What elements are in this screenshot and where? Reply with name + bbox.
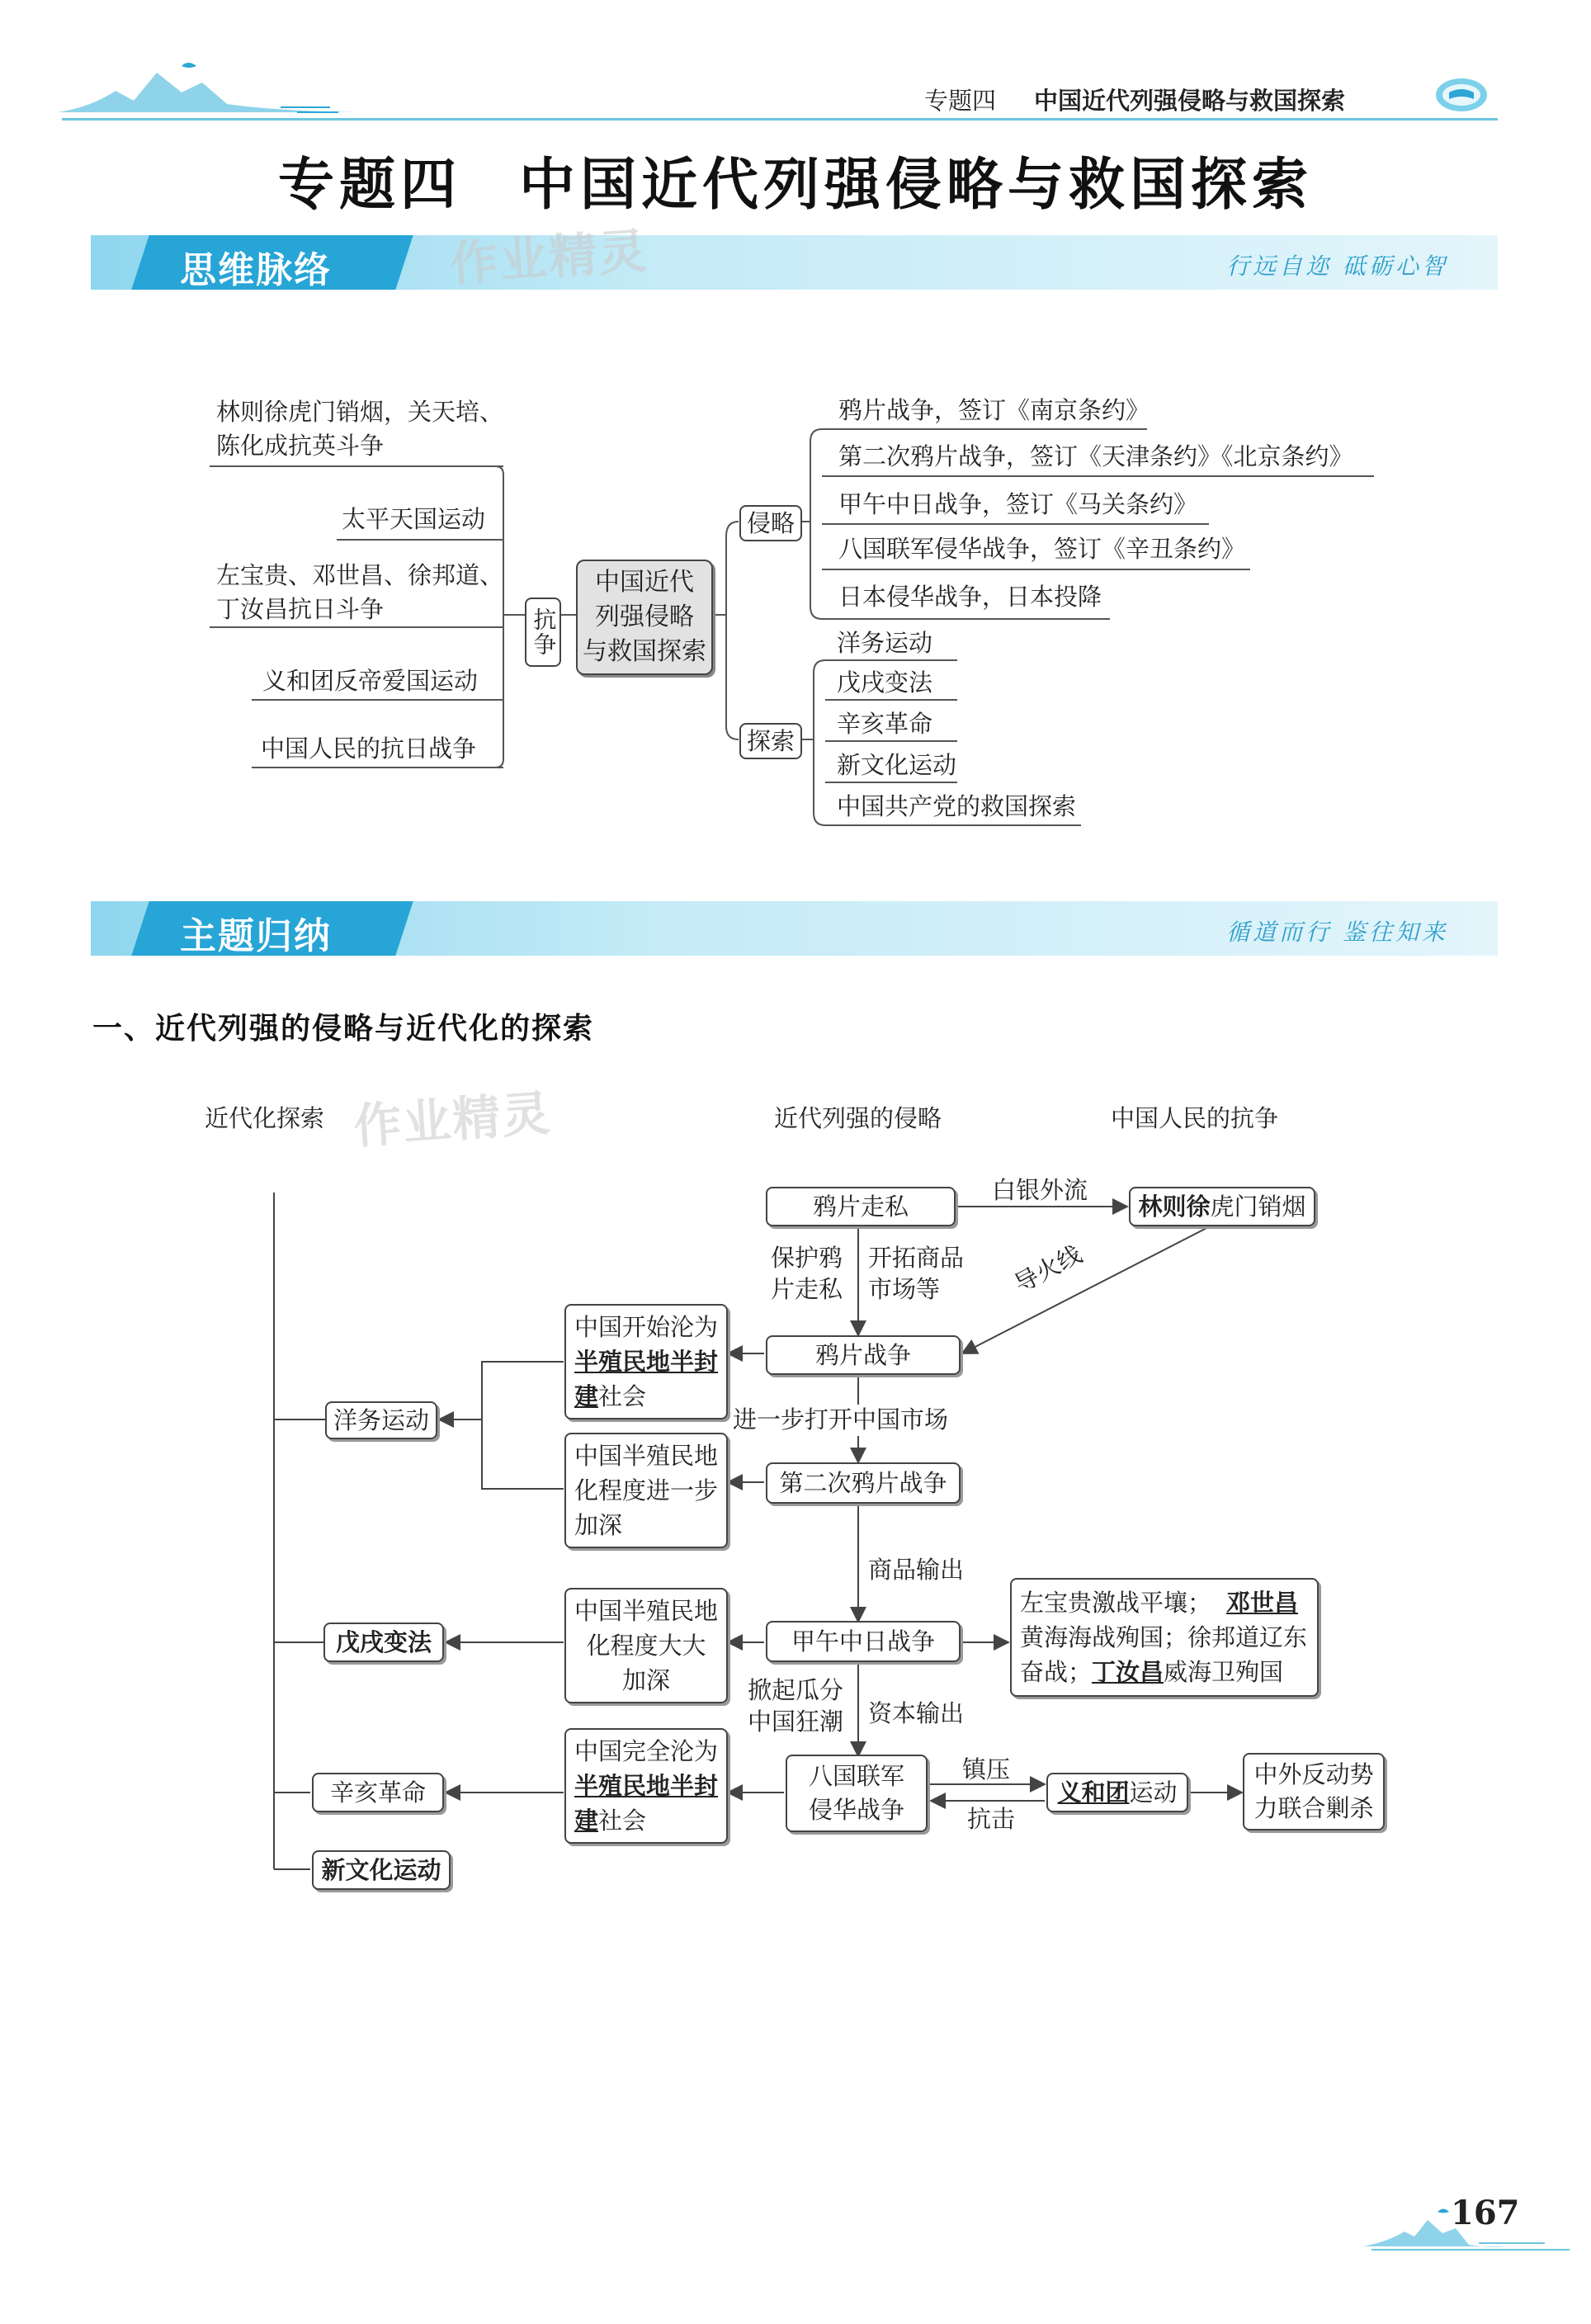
resistance-item-1-line-1: 林则徐虎门销烟，关天培、 xyxy=(216,398,504,426)
running-header-topic: 专题四 xyxy=(924,87,997,115)
label-suppress: 镇压 xyxy=(962,1755,1011,1783)
impact-3-line-2: 化程度大大 xyxy=(586,1631,706,1660)
exploration-new-culture-label: 新文化运动 xyxy=(321,1855,441,1884)
impact-sino-japanese xyxy=(564,1588,728,1703)
aggression-branch: 侵略 xyxy=(739,505,802,541)
resist-2-l3-pre: 奋战； xyxy=(1020,1658,1093,1687)
resistance-branch-label: 抗争 xyxy=(530,607,558,657)
center-line-2: 列强侵略 xyxy=(595,602,694,631)
title-main: 中国近代列强侵略与救国探索 xyxy=(519,153,1314,218)
resistance-item-1-line-2: 陈化成抗英斗争 xyxy=(216,431,385,460)
center-line-1: 中国近代 xyxy=(595,568,694,597)
label-capital-export: 资本输出 xyxy=(868,1699,965,1727)
exploration-item-1: 洋务运动 xyxy=(837,629,933,657)
impact-4-bold-1: 半殖民地半封 xyxy=(574,1771,719,1800)
impact-1-bold-1: 半殖民地半封 xyxy=(574,1347,719,1376)
war-opium-war: 鸦片战争 xyxy=(766,1335,961,1375)
resistance-item-4: 义和团反帝爱国运动 xyxy=(262,667,479,695)
exploration-reform-1898-label: 戊戌变法 xyxy=(335,1627,432,1656)
resistance-item-3-line-1: 左宝贵、邓世昌、徐邦道、 xyxy=(216,561,504,589)
war-eight-nation xyxy=(786,1755,928,1832)
impact-2-line-1: 中国半殖民地 xyxy=(574,1441,719,1470)
impact-1-line-1: 中国开始沦为 xyxy=(574,1312,719,1341)
title-prefix: 专题四 xyxy=(277,153,461,218)
section-label: 主题归纳 xyxy=(180,915,332,957)
subsection-heading: 一、近代列强的侵略与近代化的探索 xyxy=(92,1012,595,1046)
label-partition-line-2: 中国狂潮 xyxy=(748,1707,844,1736)
label-goods-export: 商品输出 xyxy=(868,1556,965,1584)
label-open-market xyxy=(868,1243,964,1305)
resist-joint-suppression xyxy=(1243,1753,1385,1830)
aggression-item-4: 八国联军侵华战争，签订《辛丑条约》 xyxy=(838,535,1246,563)
impact-4-post: 社会 xyxy=(598,1807,647,1835)
impact-1-post: 社会 xyxy=(598,1382,647,1411)
impact-4-bold-2: 建 xyxy=(574,1807,599,1835)
exploration-item-4: 新文化运动 xyxy=(837,751,957,779)
page-number: 167 xyxy=(1451,2194,1520,2232)
impact-second-opium-war xyxy=(564,1433,728,1548)
aggression-item-1: 鸦片战争，签订《南京条约》 xyxy=(838,396,1150,424)
resistance-item-2: 太平天国运动 xyxy=(342,505,486,533)
aggression-item-3: 甲午中日战争，签订《马关条约》 xyxy=(838,490,1198,518)
label-silver-outflow: 白银外流 xyxy=(992,1176,1088,1204)
war-second-opium-war: 第二次鸦片战争 xyxy=(766,1462,961,1504)
resist-1-rest: 虎门销烟 xyxy=(1210,1192,1306,1221)
resist-boxer xyxy=(1046,1773,1188,1812)
resist-2-l3-bold: 丁汝昌 xyxy=(1092,1658,1164,1687)
resist-3-bold: 义和团 xyxy=(1057,1778,1130,1807)
resistance-item-3-line-2: 丁汝昌抗日斗争 xyxy=(216,594,385,623)
resist-3-rest: 运动 xyxy=(1129,1778,1178,1807)
exploration-branch: 探索 xyxy=(739,723,802,759)
aggression-item-2: 第二次鸦片战争，签订《天津条约》《北京条约》 xyxy=(838,442,1353,470)
impact-eight-nation xyxy=(564,1728,728,1844)
section-motto: 循道而行 鉴往知来 xyxy=(1226,919,1448,946)
label-further-open-market: 进一步打开中国市场 xyxy=(733,1405,948,1436)
exploration-item-2: 戊戌变法 xyxy=(837,668,933,697)
resist-2-l1-pre: 左宝贵激战平壤； xyxy=(1020,1588,1212,1617)
label-protect-line-2: 片走私 xyxy=(771,1274,843,1303)
impact-3-line-1: 中国半殖民地 xyxy=(574,1596,718,1625)
impact-4-line-1: 中国完全沦为 xyxy=(574,1736,719,1765)
label-partition-line-1: 掀起瓜分 xyxy=(748,1676,844,1704)
resist-1-bold: 林则徐 xyxy=(1138,1192,1211,1221)
resist-lin-zexu xyxy=(1129,1187,1315,1226)
impact-2-line-2: 化程度进一步 xyxy=(574,1476,719,1504)
resist-2-l1-bold: 邓世昌 xyxy=(1226,1588,1299,1617)
col-header-aggression: 近代列强的侵略 xyxy=(774,1104,942,1132)
exploration-revolution-1911: 辛亥革命 xyxy=(312,1773,444,1812)
center-line-3: 与救国探索 xyxy=(583,637,706,666)
resist-4-line-1: 中外反动势 xyxy=(1253,1760,1374,1789)
label-resist: 抗击 xyxy=(967,1805,1016,1833)
exploration-reform-1898 xyxy=(323,1623,444,1662)
col-header-resistance: 中国人民的抗争 xyxy=(1111,1104,1279,1132)
war-opium-smuggling: 鸦片走私 xyxy=(766,1187,956,1226)
label-fuse: 导火线 xyxy=(1009,1240,1087,1299)
label-open-market-line-2: 市场等 xyxy=(868,1274,941,1303)
aggression-item-5: 日本侵华战争，日本投降 xyxy=(838,583,1102,611)
impact-3-line-3: 加深 xyxy=(621,1666,670,1695)
impact-1-bold-2: 建 xyxy=(574,1382,599,1411)
watermark: 作业精灵 xyxy=(448,222,650,293)
resistance-item-5: 中国人民的抗日战争 xyxy=(261,735,477,763)
exploration-item-3: 辛亥革命 xyxy=(837,710,933,738)
exploration-westernization: 洋务运动 xyxy=(325,1401,437,1439)
label-open-market-line-1: 开拓商品 xyxy=(868,1244,965,1272)
section-label: 思维脉络 xyxy=(180,249,332,291)
label-protect-opium xyxy=(771,1243,843,1305)
resist-2-l2: 黄海海战殉国；徐邦道辽东 xyxy=(1020,1623,1308,1651)
resist-4-line-2: 力联合剿杀 xyxy=(1253,1794,1374,1822)
exploration-new-culture xyxy=(312,1850,451,1890)
label-protect-line-1: 保护鸦 xyxy=(771,1244,843,1272)
label-partition xyxy=(748,1675,843,1737)
running-header-title: 中国近代列强侵略与救国探索 xyxy=(1034,87,1346,115)
war-eight-nation-line-2: 侵华战争 xyxy=(808,1796,904,1824)
exploration-item-5: 中国共产党的救国探索 xyxy=(837,792,1077,820)
resist-2-l3-post: 威海卫殉国 xyxy=(1164,1658,1284,1687)
impact-2-line-3: 加深 xyxy=(574,1511,623,1540)
section-motto: 行远自迩 砥砺心智 xyxy=(1226,253,1448,280)
war-eight-nation-line-1: 八国联军 xyxy=(808,1762,904,1791)
resist-sino-japanese-heroes xyxy=(1010,1578,1319,1697)
col-header-exploration: 近代化探索 xyxy=(205,1104,325,1132)
impact-opium-war xyxy=(564,1304,728,1419)
war-sino-japanese: 甲午中日战争 xyxy=(766,1621,961,1662)
watermark: 作业精灵 xyxy=(352,1084,554,1155)
